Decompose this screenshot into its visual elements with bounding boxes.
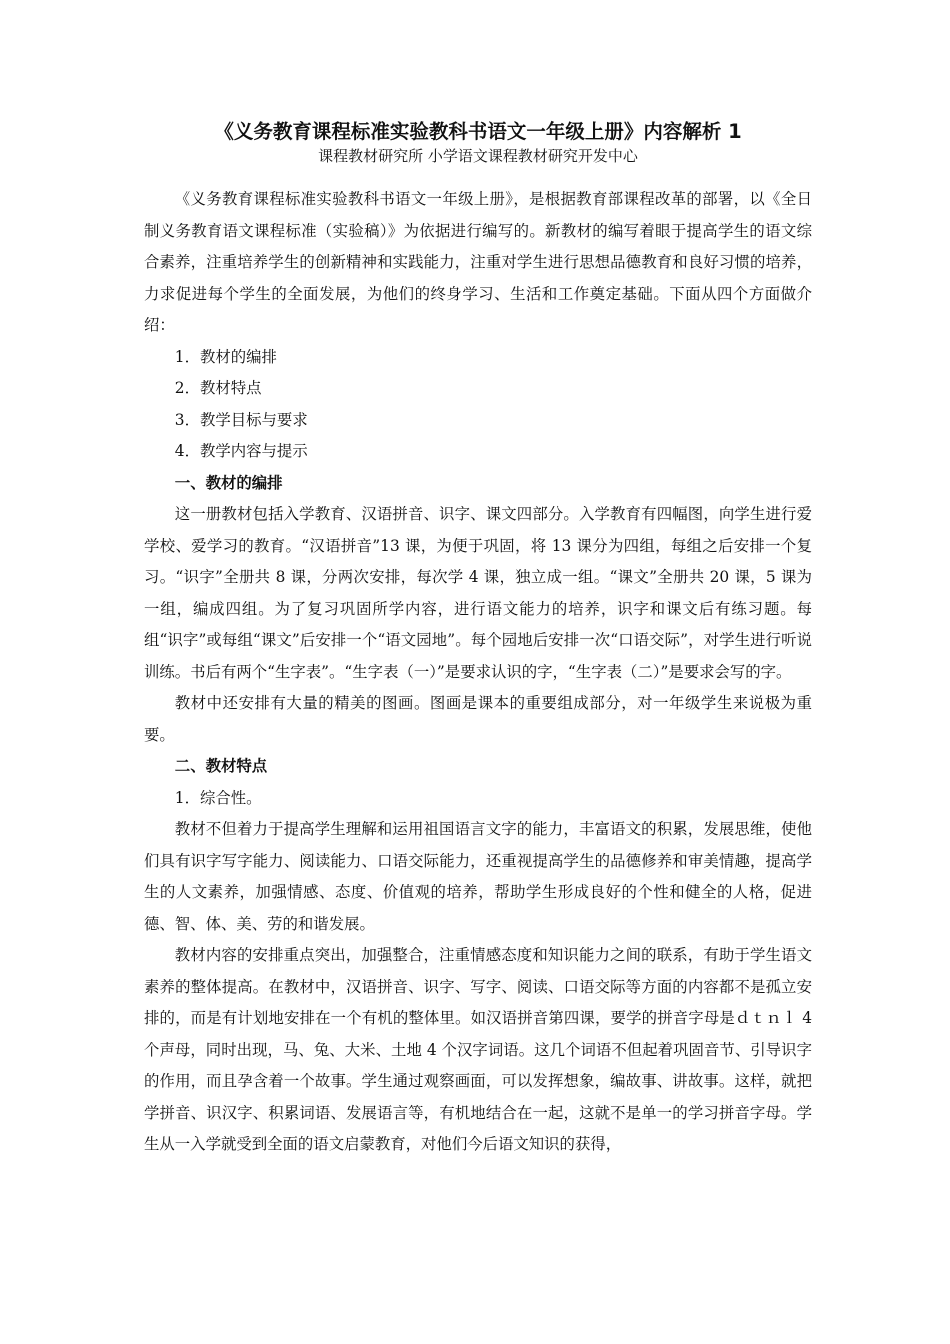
outline-item: 2．教材特点 bbox=[174, 379, 262, 397]
document-body bbox=[144, 184, 812, 1161]
outline-item: 4．教学内容与提示 bbox=[174, 442, 308, 460]
body-paragraph: 教材内容的安排重点突出，加强整合，注重情感态度和知识能力之间的联系，有助于学生语文素养的整体提高。在教材中，汉语拼音、识字、写字、阅读、口语交际等方面的内容都不是孤立安排的，而是有计划地安排在一个有机的整体里。如汉语拼音第四课，要学的拼音字母是ｄｔｎｌ 4 个声母，同时出现，马、兔、大米、土地 4 个汉字词语。这几个词语不但起着巩固音节、引导识字的作用，而且孕含着一个故事。学生通过观察画面，可以发挥想象，编故事、讲故事。这样，就把学拼音、识汉字、积累词语、发展语言等，有机地结合在一起，这就不是单一的学习拼音字母。学生从一入学就受到全面的语文启蒙教育，对他们今后语文知识的获得， bbox=[144, 946, 812, 1153]
body-paragraph: 这一册教材包括入学教育、汉语拼音、识字、课文四部分。入学教育有四幅图，向学生进行爱学校、爱学习的教育。“汉语拼音”13 课，为便于巩固，将 13 课分为四组，每组之后安排一个复习。“识字”全册共 8 课，分两次安排，每次学 4 课，独立成一组。“课文”全册共 20 课，5 课为一组，编成四组。为了复习巩固所学内容，进行语文能力的培养，识字和课文后有练习题。每组“识字”或每组“课文”后安排一个“语文园地”。每个园地后安排一次“口语交际”，对学生进行听说训练。书后有两个“生字表”。“生字表（一）”是要求认识的字，“生字表（二）”是要求会写的字。 bbox=[144, 505, 812, 681]
section-heading: 二、教材特点 bbox=[174, 757, 268, 775]
body-paragraph: 教材不但着力于提高学生理解和运用祖国语言文字的能力，丰富语文的积累，发展思维，使他们具有识字写字能力、阅读能力、口语交际能力，还重视提高学生的品德修养和审美情趣，提高学生的人文素养，加强情感、态度、价值观的培养，帮助学生形成良好的个性和健全的人格，促进德、智、体、美、劳的和谐发展。 bbox=[144, 820, 812, 933]
body-paragraph: 教材中还安排有大量的精美的图画。图画是课本的重要组成部分，对一年级学生来说极为重要。 bbox=[144, 694, 812, 744]
document-page bbox=[144, 118, 812, 1161]
intro-paragraph: 《义务教育课程标准实验教科书语文一年级上册》，是根据教育部课程改革的部署，以《全日制义务教育语文课程标准（实验稿）》为依据进行编写的。新教材的编写着眼于提高学生的语文综合素养，注重培养学生的创新精神和实践能力，注重对学生进行思想品德教育和良好习惯的培养，力求促进每个学生的全面发展，为他们的终身学习、生活和工作奠定基础。下面从四个方面做介绍： bbox=[144, 190, 812, 334]
outline-item: 1．教材的编排 bbox=[174, 347, 277, 366]
document-subtitle: 课程教材研究所 小学语文课程教材研究开发中心 bbox=[318, 147, 638, 165]
document-title: 《义务教育课程标准实验教科书语文一年级上册》内容解析 1 bbox=[214, 120, 742, 143]
outline-item: 3．教学目标与要求 bbox=[174, 410, 308, 429]
section-heading: 一、教材的编排 bbox=[174, 473, 283, 492]
subsection-heading: 1．综合性。 bbox=[174, 788, 262, 807]
